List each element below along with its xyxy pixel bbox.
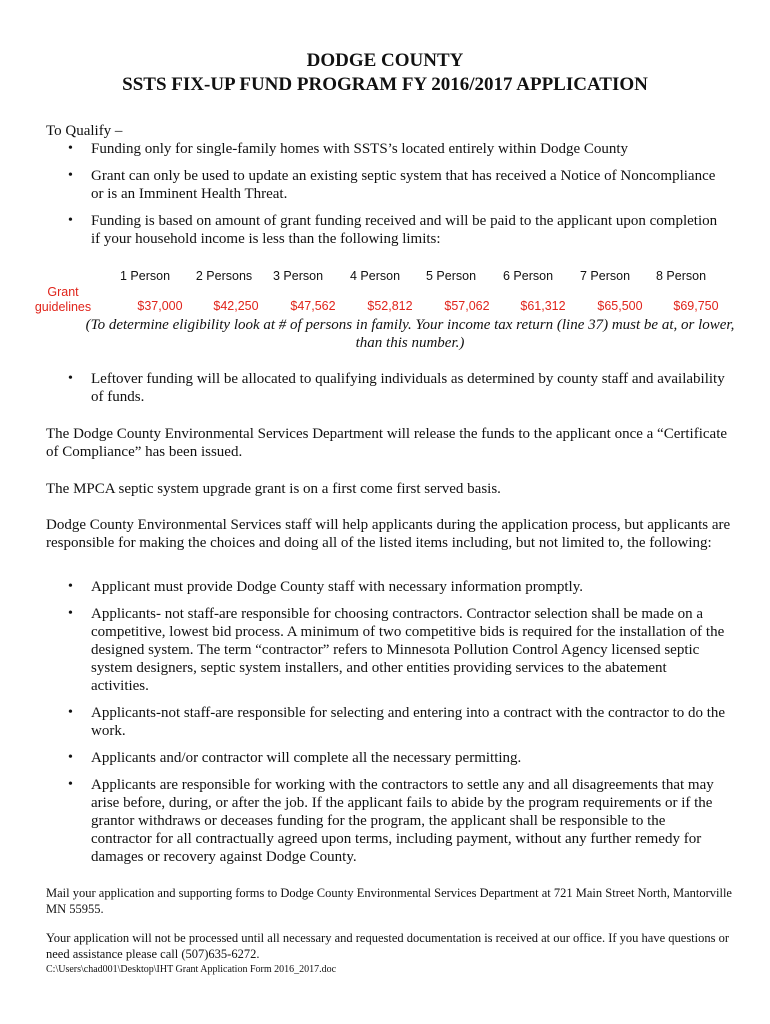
income-limit: $37,000 [137, 299, 183, 313]
income-limit: $61,312 [520, 299, 566, 313]
income-limit: $69,750 [673, 299, 719, 313]
mailing-instructions: Mail your application and supporting forms to Dodge County Environmental Services Department at 721 Main Street North, Mantorville MN 55955. [46, 886, 732, 916]
release-paragraph: The Dodge County Environmental Services Department will release the funds to the applicant once a “Certificate of Compliance” has been issued. [46, 426, 728, 460]
list-item: • Applicant must provide Dodge County staff with necessary information promptly. [46, 578, 726, 596]
household-size-header: 3 Person [272, 269, 324, 283]
household-size-header: 2 Persons [195, 269, 253, 283]
household-size-header: 7 Person [579, 269, 631, 283]
household-size-header: 4 Person [349, 269, 401, 283]
list-item: • Grant can only be used to update an existing septic system that has received a Notice of Noncompliance or is an Imminent Health Threat. [46, 167, 726, 203]
household-size-header: 5 Person [425, 269, 477, 283]
list-item: • Funding only for single-family homes with SSTS’s located entirely within Dodge County [46, 140, 726, 158]
income-limit: $47,562 [290, 299, 336, 313]
list-item: • Applicants are responsible for working with the contractors to settle any and all disagreements that may arise before, during, or after the job. If the applicant fails to abide by the program requirements or if the grantor withdraws or deceases funding for the program, the applicant shall be responsible to the contractor for all contractually agreed upon terms, including payment, without any further remedy for damages or recovery against Dodge County. [46, 776, 726, 866]
file-path: C:\Users\chad001\Desktop\IHT Grant Application Form 2016_2017.doc [46, 964, 337, 975]
list-item: • Funding is based on amount of grant funding received and will be paid to the applicant upon completion if your household income is less than the following limits: [46, 212, 726, 248]
income-limit: $57,062 [444, 299, 490, 313]
household-size-header: 6 Person [502, 269, 554, 283]
list-item: • Applicants-not staff-are responsible for selecting and entering into a contract with the contractor to do the work. [46, 704, 726, 740]
staff-paragraph: Dodge County Environmental Services staff will help applicants during the application process, but applicants are responsible for making the choices and doing all of the listed items including, but not limited to, the following: [46, 517, 731, 551]
program-title: SSTS FIX-UP FUND PROGRAM FY 2016/2017 APPLICATION [122, 74, 648, 95]
list-item: • Leftover funding will be allocated to qualifying individuals as determined by county staff and availability of funds. [46, 370, 726, 406]
responsibilities-list [46, 578, 726, 866]
list-item: • Applicants and/or contractor will complete all the necessary permitting. [46, 749, 726, 767]
household-size-header: 1 Person [119, 269, 171, 283]
eligibility-note: (To determine eligibility look at # of persons in family. Your income tax return (line 37) must be at, or lower, than this number.) [85, 317, 735, 351]
qualify-list [46, 140, 726, 248]
qualify-intro: To Qualify – [46, 123, 123, 139]
grant-guidelines-table [0, 264, 770, 318]
county-title: DODGE COUNTY [306, 50, 464, 71]
mpca-paragraph: The MPCA septic system upgrade grant is on a first come first served basis. [46, 481, 501, 497]
processing-notice: Your application will not be processed until all necessary and requested documentation is received at our office. If you have questions or need assistance please call (507)635-6272. [46, 931, 730, 961]
grant-guidelines-label: Grant guidelines [34, 285, 92, 314]
income-limit: $52,812 [367, 299, 413, 313]
household-size-header: 8 Person [655, 269, 707, 283]
list-item: • Applicants- not staff-are responsible for choosing contractors. Contractor selection shall be made on a competitive, lowest bid process. A minimum of two competitive bids is required for the installation of the designed system. The term “contractor” refers to Minnesota Pollution Control Agency licensed septic system designers, septic system installers, and other entities providing services to the abatement activities. [46, 605, 726, 695]
income-limit: $65,500 [597, 299, 643, 313]
leftover-list [46, 370, 726, 406]
income-limit: $42,250 [213, 299, 259, 313]
